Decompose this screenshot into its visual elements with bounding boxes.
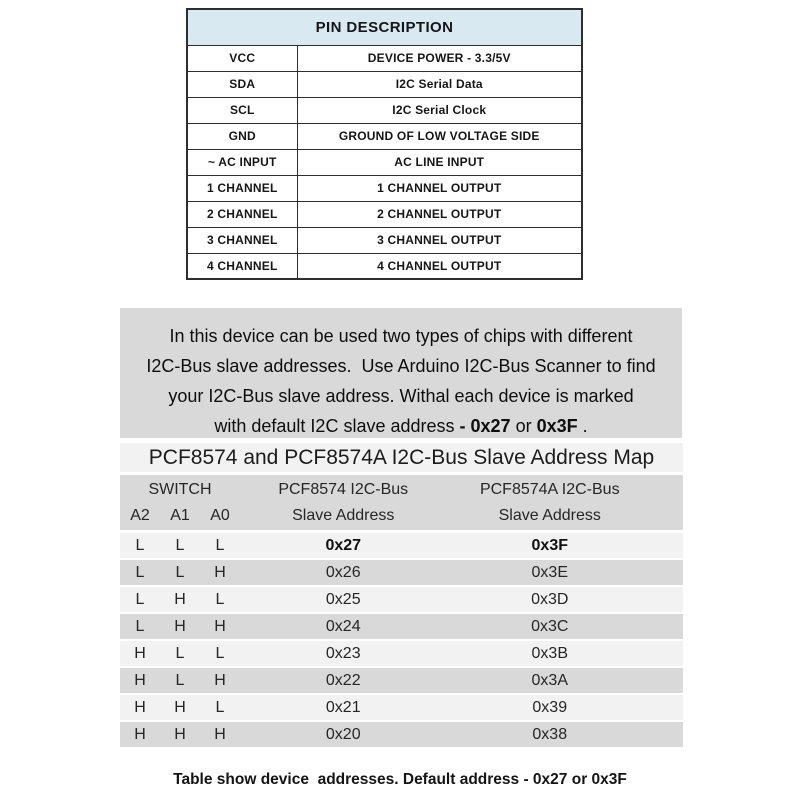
a0-value: L <box>215 645 225 662</box>
pcf8574-address: 0x24 <box>325 618 361 635</box>
switch-header: SWITCH <box>148 481 212 498</box>
table-row <box>187 97 582 123</box>
pin-name: 1 CHANNEL <box>187 175 297 201</box>
table-row <box>187 45 582 71</box>
pcf8574-address: 0x20 <box>325 726 361 743</box>
pin-description: I2C Serial Clock <box>297 97 582 123</box>
pin-description: I2C Serial Data <box>297 71 582 97</box>
table-row <box>120 695 683 720</box>
a0-value: H <box>214 726 226 743</box>
pin-name: 3 CHANNEL <box>187 227 297 253</box>
pin-description: 1 CHANNEL OUTPUT <box>297 175 582 201</box>
a1-value: H <box>174 591 186 608</box>
table-row <box>120 668 683 693</box>
a2-value: H <box>134 672 146 689</box>
note-block <box>120 308 682 438</box>
pin-name: ~ AC INPUT <box>187 149 297 175</box>
table-row <box>120 641 683 666</box>
pcf8574-address: 0x21 <box>325 699 361 716</box>
slave-address-header: Slave Address <box>498 507 601 524</box>
address-map-rows <box>120 533 683 747</box>
a0-value: L <box>215 537 225 554</box>
pcf8574a-address: 0x3C <box>531 618 569 635</box>
a2-header: A2 <box>130 507 150 524</box>
header-line-1 <box>120 477 683 503</box>
table-row <box>187 201 582 227</box>
pin-name: GND <box>187 123 297 149</box>
table-row <box>120 533 683 558</box>
bottom-caption: Table show device addresses. Default address - 0x27 or 0x3F <box>173 771 627 788</box>
pin-name: 4 CHANNEL <box>187 253 297 279</box>
pcf8574-address: 0x23 <box>325 645 361 662</box>
table-row <box>120 560 683 585</box>
table-row <box>187 227 582 253</box>
pcf8574a-address: 0x3F <box>531 537 568 554</box>
pin-description: 4 CHANNEL OUTPUT <box>297 253 582 279</box>
pin-description: AC LINE INPUT <box>297 149 582 175</box>
a1-header: A1 <box>170 507 190 524</box>
table-row <box>187 175 582 201</box>
a0-value: H <box>214 618 226 635</box>
a1-value: L <box>175 537 185 554</box>
note-text: or <box>510 416 537 436</box>
pcf8574a-address: 0x39 <box>532 699 568 716</box>
pin-description-table <box>186 8 583 280</box>
note-line: I2C-Bus slave addresses. Use Arduino I2C-Bus Scanner to find <box>146 356 656 376</box>
header-line-2 <box>120 503 683 529</box>
a2-value: L <box>135 618 145 635</box>
table-row <box>120 587 683 612</box>
pcf8574-address: 0x22 <box>325 672 361 689</box>
slave-address-header: Slave Address <box>292 507 395 524</box>
address-map-title: PCF8574 and PCF8574A I2C-Bus Slave Address Map <box>120 443 683 472</box>
default-address-2: 0x3F <box>536 416 578 436</box>
pin-name: SCL <box>187 97 297 123</box>
table-row <box>120 614 683 639</box>
pcf8574-address: 0x25 <box>325 591 361 608</box>
a2-value: L <box>135 591 145 608</box>
note-line: your I2C-Bus slave address. Withal each device is marked <box>168 386 634 406</box>
pcf8574a-address: 0x3B <box>531 645 568 662</box>
pcf8574a-address: 0x38 <box>532 726 568 743</box>
pin-name: SDA <box>187 71 297 97</box>
pcf8574a-address: 0x3D <box>531 591 569 608</box>
pin-description: GROUND OF LOW VOLTAGE SIDE <box>297 123 582 149</box>
pin-description: 3 CHANNEL OUTPUT <box>297 227 582 253</box>
pcf8574a-address: 0x3E <box>531 564 568 581</box>
note-text: with default I2C slave address <box>214 416 460 436</box>
pcf8574-address: 0x26 <box>325 564 361 581</box>
a1-value: L <box>175 564 185 581</box>
a2-value: H <box>134 699 146 716</box>
a1-value: H <box>174 726 186 743</box>
a0-value: H <box>214 564 226 581</box>
a1-value: H <box>174 699 186 716</box>
a0-value: H <box>214 672 226 689</box>
note-line: In this device can be used two types of chips with different <box>169 326 633 346</box>
a1-value: L <box>175 672 185 689</box>
pin-name: 2 CHANNEL <box>187 201 297 227</box>
address-map-header <box>120 475 683 530</box>
a0-value: L <box>215 591 225 608</box>
a2-value: L <box>135 564 145 581</box>
pcf8574a-address: 0x3A <box>531 672 568 689</box>
pcf8574-address: 0x27 <box>325 537 362 554</box>
note-text: . <box>577 416 588 436</box>
a0-header: A0 <box>210 507 230 524</box>
a2-value: H <box>134 726 146 743</box>
a1-value: H <box>174 618 186 635</box>
pcf8574a-header: PCF8574A I2C-Bus <box>479 481 620 498</box>
default-address-1: - 0x27 <box>459 416 511 436</box>
address-map-table <box>120 443 683 749</box>
a1-value: L <box>175 645 185 662</box>
table-row <box>187 71 582 97</box>
table-row <box>187 123 582 149</box>
pin-description: DEVICE POWER - 3.3/5V <box>297 45 582 71</box>
pin-table-title: PIN DESCRIPTION <box>187 9 582 45</box>
pin-name: VCC <box>187 45 297 71</box>
a2-value: L <box>135 537 145 554</box>
note-line <box>120 411 682 441</box>
a0-value: L <box>215 699 225 716</box>
table-row <box>187 253 582 279</box>
pcf8574-header: PCF8574 I2C-Bus <box>278 481 409 498</box>
pin-description: 2 CHANNEL OUTPUT <box>297 201 582 227</box>
table-row <box>187 149 582 175</box>
a2-value: H <box>134 645 146 662</box>
table-row <box>120 722 683 747</box>
